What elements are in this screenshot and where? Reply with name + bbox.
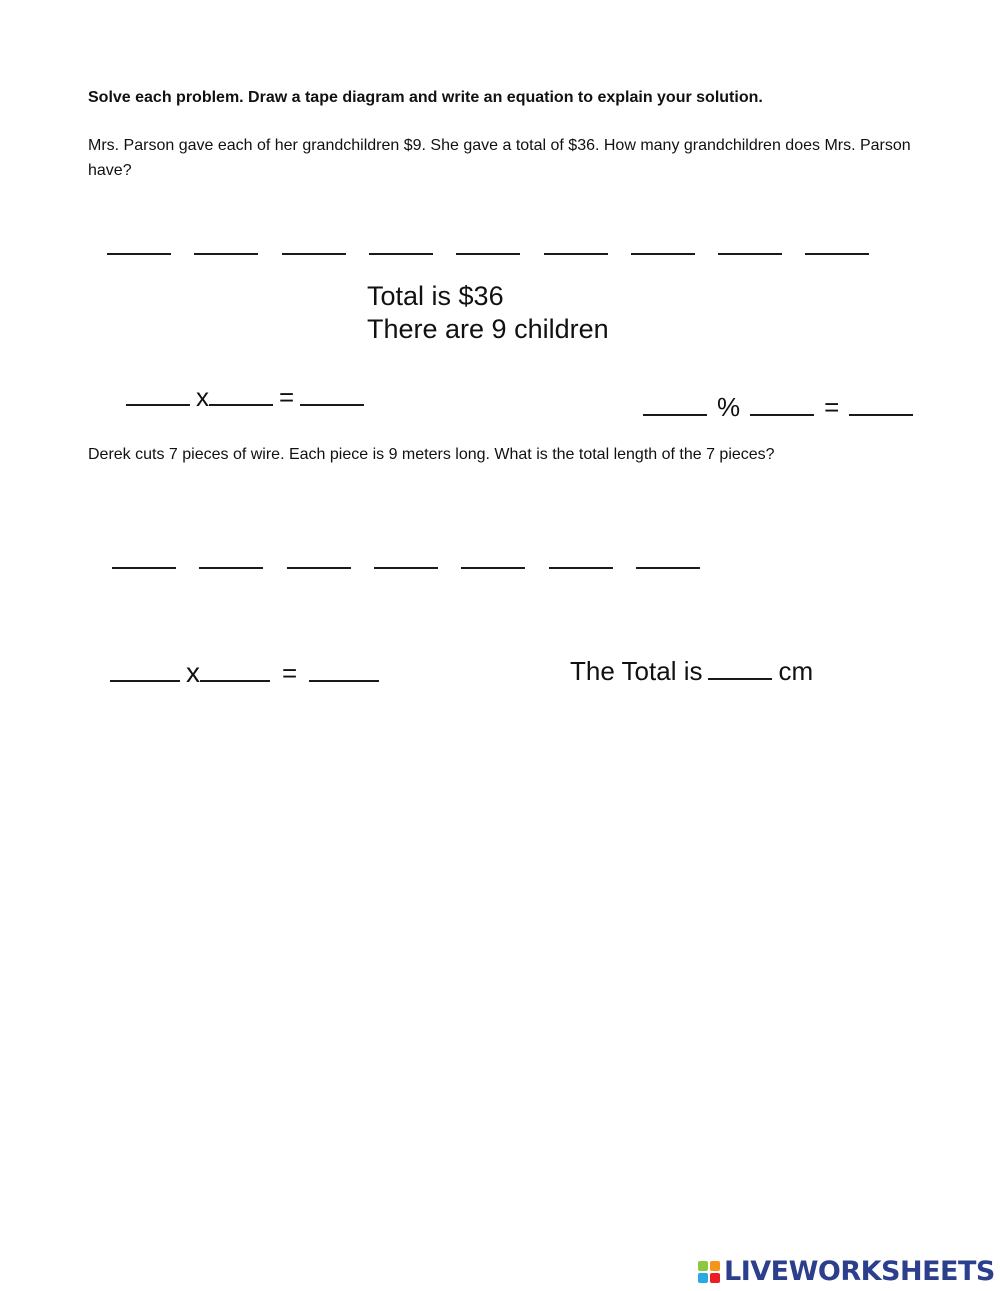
tape-segment[interactable] xyxy=(631,253,695,255)
problem-1-answer-children: There are 9 children xyxy=(367,314,609,344)
equation-blank[interactable] xyxy=(300,404,364,406)
equals-symbol: = xyxy=(282,658,298,688)
problem-2-total-statement xyxy=(570,656,813,687)
total-prefix: The Total is xyxy=(570,656,703,686)
equation-blank[interactable] xyxy=(200,680,270,682)
equation-blank[interactable] xyxy=(110,680,180,682)
problem-1-text: Mrs. Parson gave each of her grandchildren $9. She gave a total of $36. How many grandchildren does Mrs. Parson have? xyxy=(88,137,911,179)
problem-1-answer-total: Total is $36 xyxy=(367,281,504,311)
equation-blank[interactable] xyxy=(309,680,379,682)
problem-1-division-equation xyxy=(643,394,913,420)
equation-blank[interactable] xyxy=(643,414,707,416)
tape-segment[interactable] xyxy=(636,567,700,569)
tape-segment[interactable] xyxy=(456,253,520,255)
tape-segment[interactable] xyxy=(805,253,869,255)
tape-segment[interactable] xyxy=(107,253,171,255)
logo-text: LIVEWORKSHEETS xyxy=(724,1256,995,1287)
multiply-symbol: x xyxy=(186,657,200,688)
multiply-symbol: x xyxy=(196,382,209,412)
tape-segment[interactable] xyxy=(718,253,782,255)
equation-blank[interactable] xyxy=(750,414,814,416)
problem-2-multiplication-equation xyxy=(110,657,379,688)
tape-segment[interactable] xyxy=(544,253,608,255)
tape-segment[interactable] xyxy=(374,567,438,569)
tape-segment[interactable] xyxy=(369,253,433,255)
instructions: Solve each problem. Draw a tape diagram and write an equation to explain your solution. xyxy=(88,89,763,106)
tape-segment[interactable] xyxy=(549,567,613,569)
tape-segment[interactable] xyxy=(112,567,176,569)
equation-blank[interactable] xyxy=(849,414,913,416)
equation-blank[interactable] xyxy=(209,404,273,406)
tape-segment[interactable] xyxy=(287,567,351,569)
tape-segment[interactable] xyxy=(282,253,346,255)
problem-2-text: Derek cuts 7 pieces of wire. Each piece is 9 meters long. What is the total length of the 7 pieces? xyxy=(88,446,775,463)
equals-symbol: = xyxy=(824,392,840,422)
liveworksheets-logo xyxy=(698,1256,995,1287)
tape-segment[interactable] xyxy=(461,567,525,569)
problem-1-multiplication-equation xyxy=(126,384,364,410)
total-answer-blank[interactable] xyxy=(708,656,772,680)
logo-mark-icon xyxy=(698,1261,720,1283)
total-unit: cm xyxy=(778,656,814,686)
equals-symbol: = xyxy=(279,382,295,412)
tape-segment[interactable] xyxy=(194,253,258,255)
divide-symbol: % xyxy=(717,392,741,422)
tape-segment[interactable] xyxy=(199,567,263,569)
equation-blank[interactable] xyxy=(126,404,190,406)
